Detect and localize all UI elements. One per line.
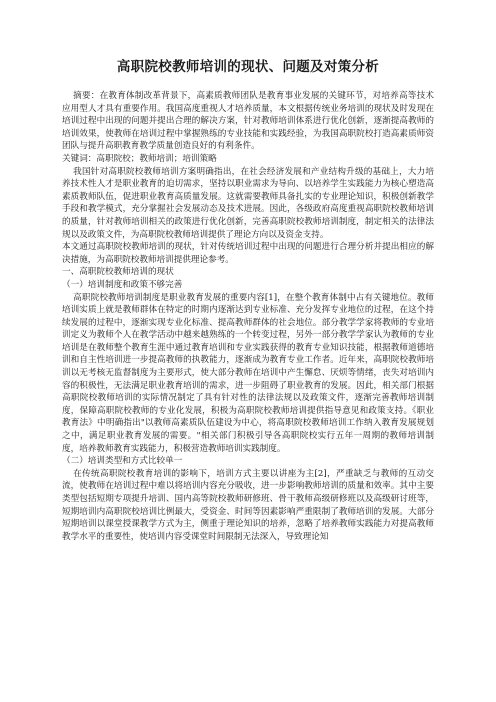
paper-title: 高职院校教师培训的现状、问题及对策分析 xyxy=(116,59,380,75)
section-heading-1: 一、高职院校教师培训的现状 xyxy=(62,267,174,278)
subsection-1-1-paragraph: 高职院校教师培训制度是职业教育发展的重要内容[1]，在整个教育体制中占有关键地位。教师培训实质上就是教师群体在特定的时期内逐渐达到专业标准、充分发挥专业地位的过程，在这个持续发展的过程中，逐渐实现专业化标准、提高教师群体的社会地位。部分教学学家将教师的专业培训定义为教师个人在教学活动中越来越熟练的一个转变过程，另外一部分教学学家认为教师的专业培训是在教师整个教育生涯中通过教育培训和专业实践获得的教育专业知识技能，根据教师道德培训和自主性培训进一步提高教师的执教能力，逐渐成为教育专业工作者。近年来，高职院校教师培训以无考核无监督制度为主要形式，使大部分教师在培训中产生懈怠、厌烦等情绪，丧失对培训内容的积极性，无法满足职业教育培训的需求，进一步阻碍了职业教育的发展。因此，相关部门根据高职院校教师培训的实际情况制定了具有针对性的法律法规以及政策文件，逐渐完善教师培训制度，保障高职院校教师的专业化发展，积极为高职院校教师培训提供指导意见和政策支持。《职业教育法》中明确指出"以教师高素质队伍建设为中心，将高职院校教师培训工作纳入教育发展规划之中，满足职业教育发展的需要。"相关部门积极引导各高职院校实行五年一周期的教师培训制度，培养教师教育实践能力，积极营造教师培训实践制度。 xyxy=(62,292,434,454)
intro-paragraph-2: 本文通过高职院校教师培训的现状，针对传统培训过程中出现的问题进行合理分析并提出相应的解决措施，为高职院校教师培训提供理论参考。 xyxy=(62,242,434,265)
subsection-heading-1-2: （二）培训类型和方式比较单一 xyxy=(62,456,183,467)
keywords: 关键词：高职院校；教师培训；培训策略 xyxy=(62,153,217,164)
abstract: 摘要：在教育体制改革背景下，高素质教师团队是教育事业发展的关键环节，对培养高等技术应用型人才具有重要作用。我国高度重视人才培养质量，本文根据传统业务培训的现状及时发现在培训过程中出现的问题并提出合理的解决方案，针对教师培训体系进行优化创新，逐渐提高教师的培训效果，使教师在培训过程中掌握熟练的专业技能和实践经验，为我国高职院校打造高素质师资团队与提升高职教育教学质量创造良好的有利条件。 xyxy=(62,91,434,152)
subsection-heading-1-1: （一）培训制度和政策不够完善 xyxy=(62,279,183,290)
intro-paragraph-1: 我国针对高职院校教师培训方案明确指出，在社会经济发展和产业结构升级的基础上，大力培养技术性人才是职业教育的迫切需求，坚持以职业需求为导向、以培养学生实践能力为核心塑造高素质教师队伍，促进职业教育高质量发展。这就需要教师具备扎实的专业理论知识，积极创新教学手段和教学模式，充分掌握社会发展动态及技术进展。因此，各级政府高度重视高职院校教师培训的质量，针对教师培训相关的政策进行优化创新，完善高职院校教师培训制度，制定相关的法律法规以及政策文件，为高职院校教师培训提供了理论方向以及资金支持。 xyxy=(62,166,434,240)
subsection-1-2-paragraph: 在传统高职院校教育培训的影响下，培训方式主要以讲座为主[2]，严重缺乏与教师的互动交流，使教师在培训过程中难以将培训内容充分吸收，进一步影响教师培训的质量和效率。其中主要类型包括短期专项提升培训、国内高等院校教师研修班、骨干教师高级研修班以及高级研讨班等，短期培训内高职院校培训比例最大，受资金、时间等因素影响严重限制了教师培训的发展。大部分短期培训以课堂授课教学方式为主，侧重于理论知识的培养，忽略了培养教师实践能力对提高教师教学水平的重要性，使培训内容受课堂时间限制无法深入，导致理论知 xyxy=(62,468,434,542)
